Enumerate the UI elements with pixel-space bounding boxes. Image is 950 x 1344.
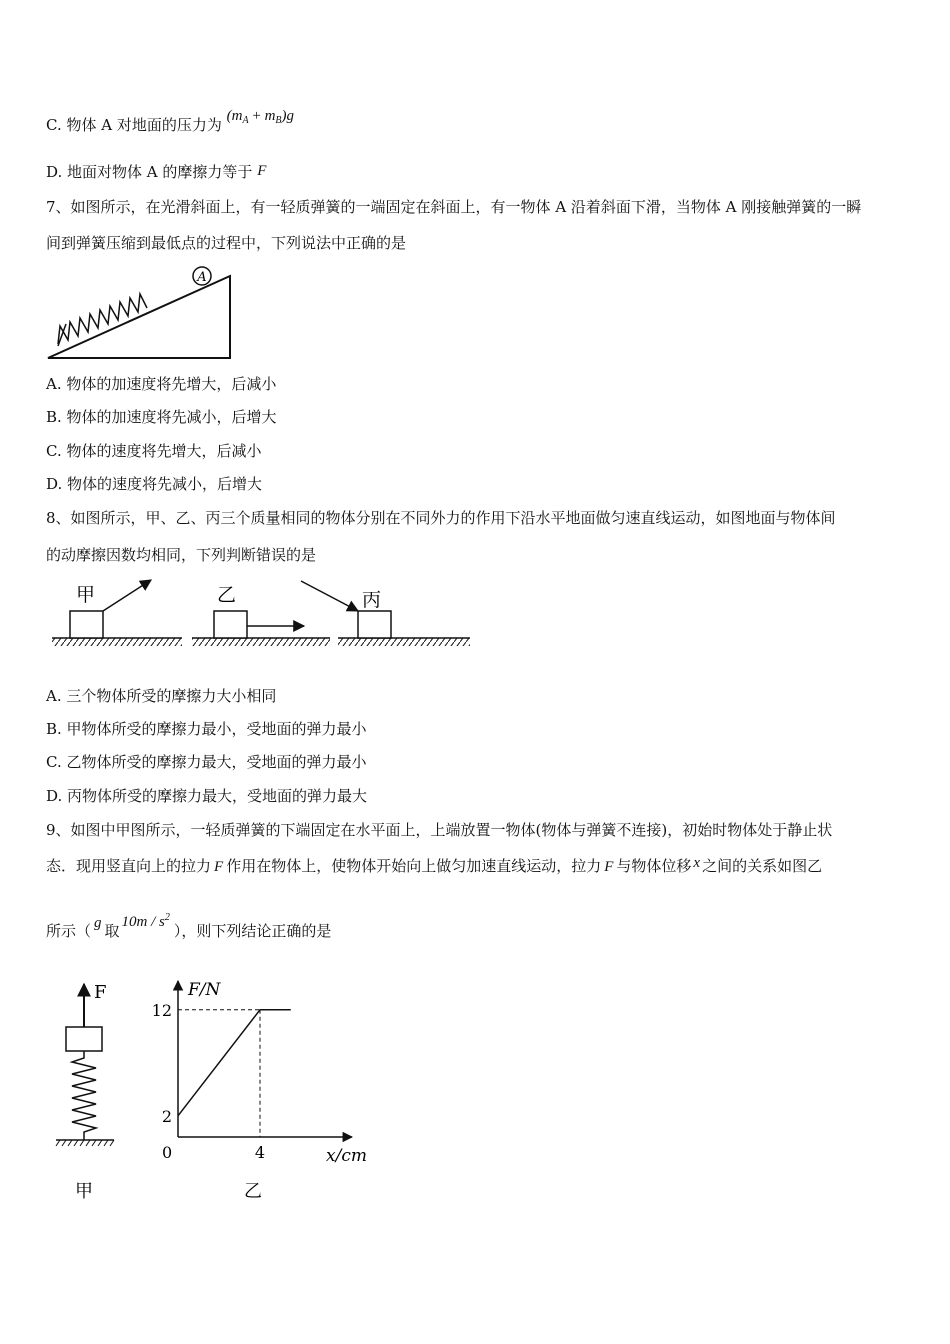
q9-stem-line3: 所示（ g 取 $10m / s^2$），则下列结论正确的是 [46, 912, 332, 940]
q9-chart-yi [140, 975, 380, 1205]
q8-option-b: B. 甲物体所受的摩擦力最小，受地面的弹力最小 [46, 720, 367, 738]
ground-hatch [56, 1140, 114, 1146]
q7-option-a: A. 物体的加速度将先增大，后减小 [46, 375, 277, 393]
q8-option-a: A. 三个物体所受的摩擦力大小相同 [46, 687, 277, 705]
q7-stem-line1: 7、如图所示，在光滑斜面上，有一轻质弹簧的一端固定在斜面上，有一物体 A 沿着斜面下滑，当物体 A 刚接触弹簧的一瞬 [46, 198, 862, 216]
q7-incline-figure [46, 266, 236, 361]
q9-stem-line1: 9、如图中甲图所示，一轻质弹簧的下端固定在水平面上，上端放置一物体(物体与弹簧不连接)，初始时物体处于静止状 [46, 821, 833, 839]
q8-stem-line1: 8、如图所示，甲、乙、丙三个质量相同的物体分别在不同外力的作用下沿水平地面做匀速直线运动，如图地面与物体间 [46, 509, 836, 527]
spring [72, 1051, 96, 1140]
q8-stem-line2: 的动摩擦因数均相同，下列判断错误的是 [46, 546, 317, 564]
y-tick-label-12: 12 [151, 1000, 172, 1020]
box-bing [358, 611, 391, 638]
block-a-label: A [197, 270, 207, 285]
q7-option-b: B. 物体的加速度将先减小，后增大 [46, 408, 277, 426]
label-bing: 丙 [362, 589, 382, 611]
y-tick-label-2: 2 [161, 1106, 172, 1126]
label-jia: 甲 [76, 584, 96, 606]
q9-figure-jia [46, 980, 136, 1205]
data-line [178, 1010, 291, 1116]
q7-option-c: C. 物体的速度将先增大，后减小 [46, 442, 262, 460]
pull-force-label: F [94, 982, 107, 1003]
x-tick-label-0: 0 [162, 1143, 173, 1162]
q8-figure [46, 578, 476, 653]
q6-option-c-text: C. 物体 A 对地面的压力为 [46, 116, 222, 134]
q7-option-d: D. 物体的速度将先减小，后增大 [46, 475, 263, 493]
q9-stem-line2: 态．现用竖直向上的拉力 F 作用在物体上，使物体开始向上做匀加速直线运动，拉力 F 与物体位移 x 之间的关系如图乙 [46, 855, 823, 875]
q6-option-d-var: F [257, 163, 267, 179]
q6-option-c [46, 108, 295, 141]
label-yi: 乙 [217, 584, 237, 606]
force-arrow-bing [301, 581, 358, 611]
block [66, 1027, 102, 1051]
q7-stem-line2: 间到弹簧压缩到最低点的过程中，下列说法中正确的是 [46, 234, 407, 252]
ground-bing [338, 638, 470, 646]
q8-option-d: D. 丙物体所受的摩擦力最大，受地面的弹力最大 [46, 787, 368, 805]
caption-jia: 甲 [75, 1181, 93, 1202]
y-axis-label: F/N [188, 980, 221, 1000]
q6-option-c-formula: $(m_A + m_B)g$ [226, 108, 295, 126]
ground-jia [52, 638, 182, 646]
q8-option-c: C. 乙物体所受的摩擦力最大，受地面的弹力最小 [46, 753, 367, 771]
force-arrow-jia [103, 580, 151, 611]
box-yi [214, 611, 247, 638]
x-axis-label: x/cm [326, 1146, 367, 1166]
incline-triangle [48, 276, 230, 358]
ground-yi [192, 638, 330, 646]
caption-yi: 乙 [244, 1181, 262, 1202]
q6-option-d: D. 地面对物体 A 的摩擦力等于 F [46, 163, 267, 181]
box-jia [70, 611, 103, 638]
x-tick-label-4: 4 [254, 1143, 266, 1162]
